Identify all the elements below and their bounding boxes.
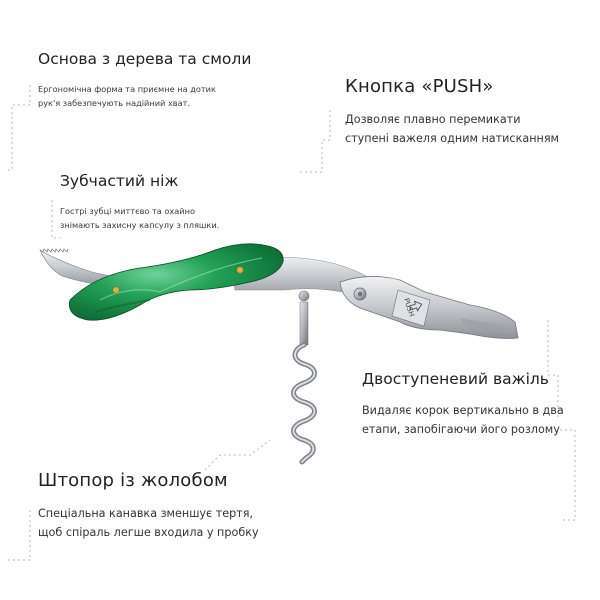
callout-lever-title: Двоступеневий важіль bbox=[362, 370, 549, 388]
callout-screw-title: Штопор із жолобом bbox=[38, 470, 228, 491]
callout-lever-line1: Видаляє корок вертикально в два bbox=[362, 404, 564, 417]
hinge-pin bbox=[299, 291, 309, 301]
handle-rivet bbox=[237, 267, 244, 274]
callout-push-line1: Дозволяє плавно перемикати bbox=[345, 113, 521, 126]
callout-knife-line1: Гострі зубці миттєво та охайно bbox=[60, 206, 195, 216]
corkscrew-spiral bbox=[294, 345, 315, 462]
callout-base-line2: рук'я забезпечують надійний хват. bbox=[38, 98, 191, 108]
callout-base-line1: Ергономічна форма та приємне на дотик bbox=[38, 84, 216, 94]
handle-rivet bbox=[113, 287, 120, 294]
resin-handle bbox=[69, 244, 283, 320]
callout-push-title: Кнопка «PUSH» bbox=[345, 76, 494, 97]
push-label: PUSH bbox=[402, 297, 416, 318]
callout-lever-line2: етапи, запобігаючи його розлому bbox=[362, 423, 560, 436]
callout-base-title: Основа з дерева та смоли bbox=[38, 50, 252, 68]
callout-screw-line2: щоб спіраль легше входила у пробку bbox=[38, 526, 259, 539]
corkscrew-shank bbox=[300, 302, 308, 345]
callout-knife-line2: знімають захисну капсулу з пляшки. bbox=[60, 220, 220, 230]
callout-push-line2: ступені важеля одним натисканням bbox=[345, 132, 559, 145]
callout-screw-line1: Спеціальна канавка зменшує тертя, bbox=[38, 507, 254, 520]
callout-knife-title: Зубчастий ніж bbox=[60, 172, 179, 190]
